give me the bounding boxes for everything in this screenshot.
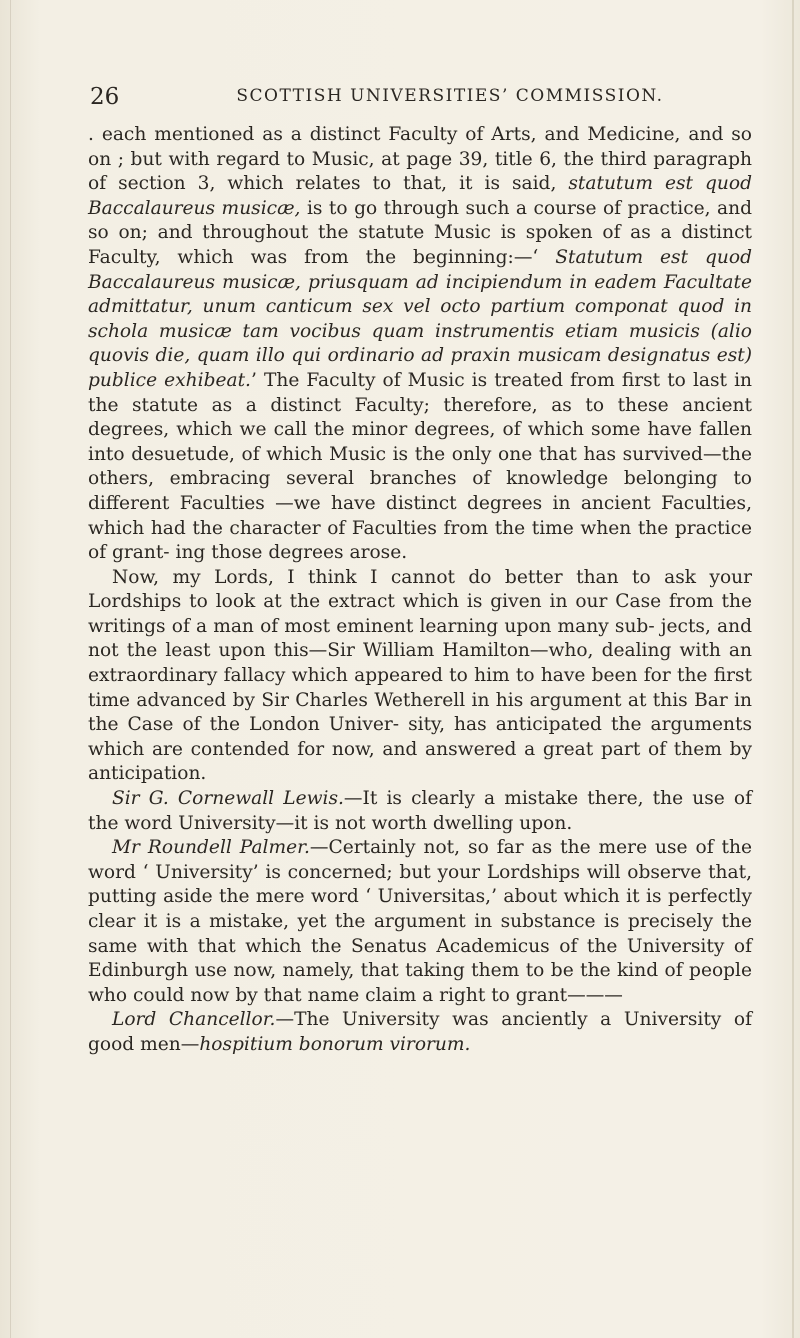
latin-quote-short: statutum est quod Baccalaureus musicæ, bbox=[88, 173, 752, 219]
speaker-name: Lord Chancellor. bbox=[112, 1009, 276, 1031]
running-title: SCOTTISH UNIVERSITIES’ COMMISSION. bbox=[236, 86, 664, 106]
text-segment: Now, my Lords, I think I cannot do better than to ask your Lordships to look at the extract which is given in our Case from the writings of a man of most eminent learning upon many sub- jects, and not the least upon this—Sir William Hamilton—who, dealing with an extraordinary fallacy which appeared to him to have been for the first time advanced by Sir Charles Wetherell in his argument at this Bar in the Case of the London Univer- sity, has anticipated the arguments which are contended for now, and answered a great part of them by anticipation. bbox=[88, 566, 752, 785]
speaker-name: Sir G. Cornewall Lewis. bbox=[112, 788, 344, 810]
right-page-edge bbox=[774, 0, 794, 1338]
body-text bbox=[88, 123, 752, 1058]
text-segment: ’ The Faculty of Music is treated from first to last in the statute as a distinct Faculty; therefore, as to these ancient degrees, which we call the minor degrees, of which some have fallen into desuetude, of which Music is the only one that has survived—the others, embracing several branches of knowledge belonging to different Faculties —we have distinct degrees in ancient Faculties, which had the character of Faculties from the time when the practice of grant- ing those degrees arose. bbox=[88, 369, 753, 564]
left-page-edge bbox=[10, 0, 41, 1338]
paragraph-sir-william-hamilton bbox=[88, 566, 752, 787]
text-segment: —The University was anciently a University of good men— bbox=[88, 1009, 752, 1055]
speaker-name: Mr Roundell Palmer. bbox=[112, 837, 310, 859]
page-number: 26 bbox=[90, 84, 120, 110]
text-segment: —Certainly not, so far as the mere use of the word ‘ University’ is concerned; but your Lordships will observe that, putting aside the mere word ‘ Universitas,’ about which it is perfectly clear it is a mistake, yet the argument in substance is precisely the same with that which the Senatus Academicus of the University of Edinburgh use now, namely, that taking them to be the kind of people who could now by that name claim a right to grant——— bbox=[88, 837, 753, 1006]
latin-statute-quote: Statutum est quod Baccalaureus musicæ, priusquam ad incipiendum in eadem Facultate admittatur, unum canticum sex vel octo partium componat quod in schola musicæ tam vocibus quam instrumentis etiam musicis (alio quovis die, quam illo qui ordinario ad praxin musicam designatus est) publice exhibeat. bbox=[88, 246, 752, 391]
text-segment: is to go through such a course of practice, and so on; and throughout the statute Music is spoken of as a distinct Faculty, which was from the beginning:—‘ bbox=[88, 197, 753, 268]
paragraph-lewis bbox=[88, 787, 752, 836]
text-segment: . each mentioned as a distinct Faculty of Arts, and Medicine, and so on ; but with regard to Music, at page 39, title 6, the third paragraph of section 3, which relates to that, it is said, bbox=[88, 124, 752, 195]
page-header bbox=[90, 84, 750, 118]
paragraph-lord-chancellor bbox=[88, 1008, 752, 1057]
latin-phrase: hospitium bonorum virorum. bbox=[199, 1033, 471, 1055]
paragraph-faculty-of-music bbox=[88, 123, 752, 566]
text-segment: —It is clearly a mistake there, the use of the word University—it is not worth dwelling upon. bbox=[88, 788, 752, 834]
paragraph-palmer bbox=[88, 836, 752, 1008]
